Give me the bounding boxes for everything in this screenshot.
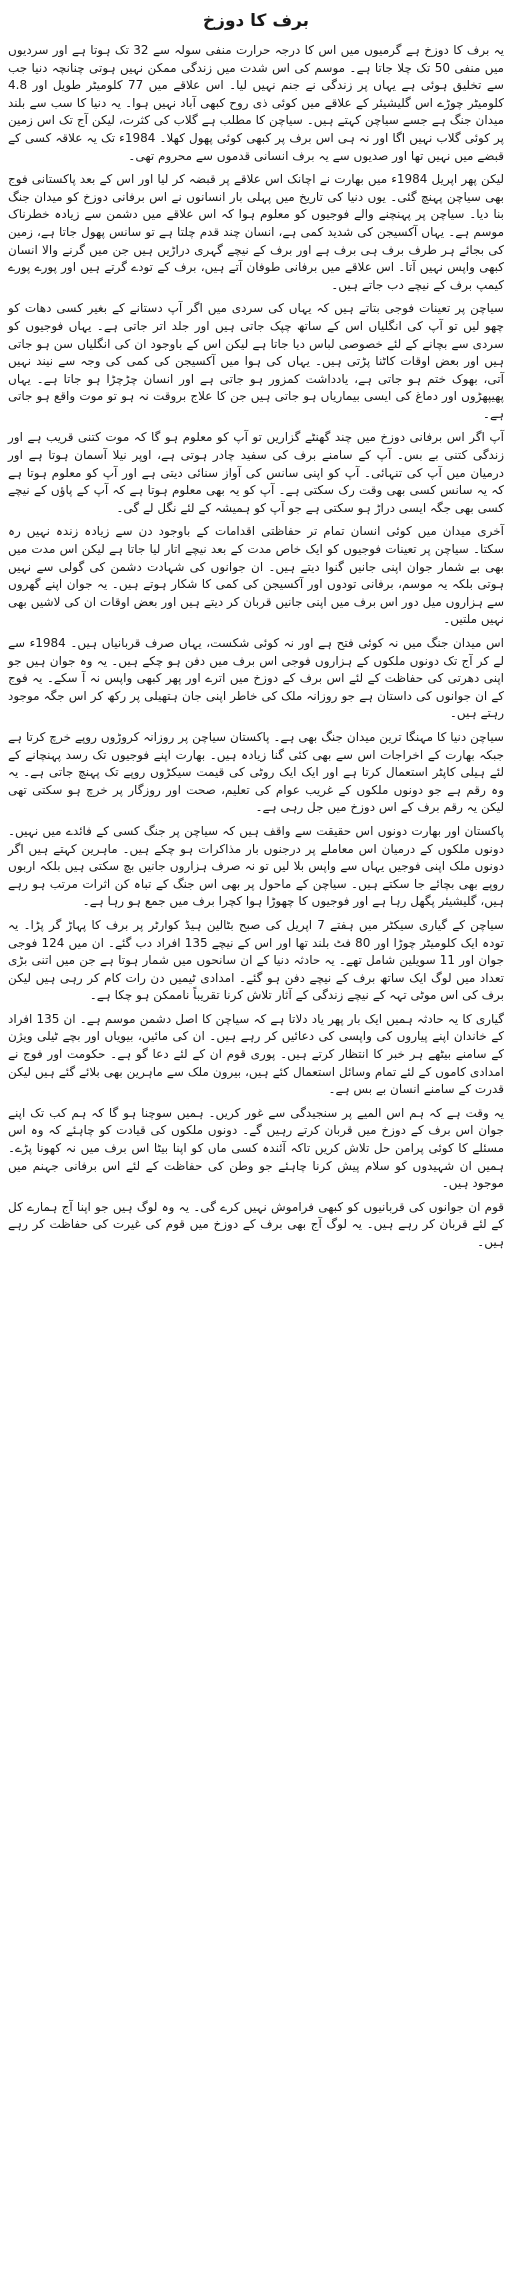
article-paragraph: اس میدان جنگ میں نہ کوئی فتح ہے اور نہ کوئی شکست، یہاں صرف قربانیاں ہیں۔ 1984ء سے لے کر آج تک دونوں ملکوں کے ہزاروں فوجی اس برف میں دفن ہو چکے ہیں۔ یہ وہ جوان ہیں جو اپنی دھرتی کی حفاظت کے لئے اس برف کے دوزخ میں اترے اور پھر کبھی واپس نہ آ سکے۔ یہ فوج کے ان جوانوں کی داستان ہے جو روزانہ ملک کی خاطر اپنی جان ہتھیلی پر رکھ کر اس جگہ موجود رہتے ہیں۔ (8, 636, 505, 721)
article-paragraph: آخری میدان میں کوئی انسان تمام تر حفاظتی اقدامات کے باوجود دن سے زیادہ زندہ نہیں رہ سکتا۔ سیاچن پر تعینات فوجیوں کو ایک خاص مدت کے بعد نیچے اتار لیا جاتا ہے لیکن اس مدت میں بھی بے شمار جوان اپنی جانیں گنوا دیتے ہیں۔ ان جوانوں کی شہادت دشمن کی گولی سے نہیں ہوتی بلکہ یہ موسم، برفانی تودوں اور آکسیجن کی کمی کا شکار ہوتے ہیں۔ یہ جوان اپنے گھروں سے ہزاروں میل دور اس برف میں اپنی جانیں قربان کر دیتے ہیں اور بعض اوقات ان کی لاشیں بھی نہیں ملتیں۔ (8, 524, 504, 627)
article-paragraph: آپ اگر اس برفانی دوزخ میں چند گھنٹے گزاریں تو آپ کو معلوم ہو گا کہ موت کتنی قریب ہے اور زندگی کتنی بے بس۔ آپ کے سامنے برف کی سفید چادر ہوتی ہے، اوپر نیلا آسمان ہوتا ہے اور درمیان میں آپ کی تنہائی۔ آپ کو اپنی سانس کی آواز سنائی دیتی ہے اور آپ کو معلوم ہوتا ہے کہ یہ سانس کسی بھی وقت رک سکتی ہے۔ آپ کو یہ بھی معلوم ہوتا ہے کہ آپ کے پاؤں کے نیچے کسی بھی جگہ ایسی دراڑ ہو سکتی ہے جو آپ کو ہمیشہ کے لئے نگل لے گی۔ (8, 430, 504, 515)
article-paragraph: لیکن پھر اپریل 1984ء میں بھارت نے اچانک اس علاقے پر قبضہ کر لیا اور اس کے بعد پاکستانی فوج بھی سیاچن پہنچ گئی۔ یوں دنیا کی تاریخ میں پہلی بار انسانوں نے اس برفانی دوزخ کو میدان جنگ بنا دیا۔ سیاچن پر پہنچنے والے فوجیوں کو معلوم ہوا کہ اس علاقے میں دشمن سے زیادہ خطرناک موسم ہے۔ یہاں آکسیجن کی شدید کمی ہے، انسان چند قدم چلتا ہے تو سانس پھول جاتا ہے، زمین کی بجائے ہر طرف برف ہی برف ہے اور برف کے نیچے گہری دراڑیں ہیں جن میں گرنے والا انسان کبھی واپس نہیں آتا۔ اس علاقے میں برفانی طوفان آتے ہیں، برف کے تودے گرتے ہیں اور پورے پورے کیمپ برف کے نیچے دب جاتے ہیں۔ (8, 172, 504, 292)
article-title: برف کا دوزخ (202, 11, 310, 31)
article-paragraph: یہ وقت ہے کہ ہم اس المیے پر سنجیدگی سے غور کریں۔ ہمیں سوچنا ہو گا کہ ہم کب تک اپنے جوان اس برف کے دوزخ میں قربان کرتے رہیں گے۔ دونوں ملکوں کی قیادت کو چاہئے کہ وہ اس مسئلے کا کوئی پرامن حل تلاش کریں تاکہ آئندہ کسی ماں کو اپنا بیٹا اس برف میں نہ کھونا پڑے۔ ہمیں ان شہیدوں کو سلام پیش کرنا چاہئے جو وطن کی حفاظت کے لئے اس برفانی جہنم میں موجود ہیں۔ (8, 1105, 504, 1191)
article-paragraph: پاکستان اور بھارت دونوں اس حقیقت سے واقف ہیں کہ سیاچن پر جنگ کسی کے فائدے میں نہیں۔ دونوں ملکوں کے درمیان اس معاملے پر درجنوں بار مذاکرات ہو چکے ہیں۔ ماہرین کہتے ہیں اگر دونوں ملک اپنی فوجیں یہاں سے واپس بلا لیں تو نہ صرف ہزاروں جانیں بچ سکتی ہیں بلکہ اربوں روپے بھی بچائے جا سکتے ہیں۔ سیاچن کے ماحول پر بھی اس جنگ کے تباہ کن اثرات مرتب ہو رہے ہیں، گلیشیئر پگھل رہا ہے اور فوجیوں کا چھوڑا ہوا کچرا برف میں جمع ہو رہا ہے۔ (8, 823, 504, 909)
article-body (8, 42, 504, 1252)
article-paragraph: گیاری کا یہ حادثہ ہمیں ایک بار پھر یاد دلاتا ہے کہ سیاچن کا اصل دشمن موسم ہے۔ ان 135 افراد کے خاندان اپنے پیاروں کی واپسی کی دعائیں کر رہے ہیں۔ ان کی مائیں، بیویاں اور بچے ٹیلی ویژن کے سامنے بیٹھے ہر خبر کا انتظار کرتے ہیں۔ پوری قوم ان کے لئے دعا گو ہے۔ حکومت اور فوج نے امدادی کاموں کے لئے تمام وسائل استعمال کئے ہیں، بیرون ملک سے ماہرین بھی بلائے گئے ہیں لیکن قدرت کے سامنے انسان بے بس ہے۔ (8, 1011, 505, 1097)
article-paragraph: سیاچن دنیا کا مہنگا ترین میدان جنگ بھی ہے۔ پاکستان سیاچن پر روزانہ کروڑوں روپے خرچ کرتا ہے جبکہ بھارت کے اخراجات اس سے بھی کئی گنا زیادہ ہیں۔ بھارت اپنے فوجیوں تک رسد پہنچانے کے لئے ہیلی کاپٹر استعمال کرتا ہے اور ایک ایک روٹی کی قیمت سیکڑوں روپے تک پہنچ جاتی ہے۔ یہ وہ رقم ہے جو دونوں ملکوں کے غریب عوام کی تعلیم، صحت اور روزگار پر خرچ ہو سکتی تھی لیکن یہ رقم برف کے اس دوزخ میں جل رہی ہے۔ (8, 729, 504, 815)
article-paragraph: یہ برف کا دوزخ ہے گرمیوں میں اس کا درجہ حرارت منفی سولہ سے 32 تک ہوتا ہے اور سردیوں میں منفی 50 تک چلا جاتا ہے۔ موسم کی اس شدت میں زندگی ممکن نہیں ہوتی چنانچہ دنیا جب سے تخلیق ہوئی ہے یہاں پر زندگی نے جنم نہیں لیا۔ اس علاقے میں 77 کلومیٹر طویل اور 4.8 کلومیٹر چوڑے اس گلیشیئر کے علاقے میں کوئی ذی روح کبھی آباد نہیں ہوا۔ یہ دنیا کا سب سے بلند میدان جنگ ہے جسے سیاچن کہتے ہیں۔ سیاچن کا مطلب ہے گلاب کی کثرت، لیکن آج تک اس زمین پر کوئی گلاب نہیں اگا اور نہ ہی اس برف پر کبھی کوئی پھول کھلا۔ 1984ء تک یہ علاقہ کسی کے قبضے میں نہیں تھا اور صدیوں سے یہ برف انسانی قدموں سے محروم تھی۔ (8, 43, 505, 163)
article-paragraph: قوم ان جوانوں کی قربانیوں کو کبھی فراموش نہیں کرے گی۔ یہ وہ لوگ ہیں جو اپنا آج ہمارے کل کے لئے قربان کر رہے ہیں۔ یہ لوگ آج بھی برف کے دوزخ میں قوم کی غیرت کی حفاظت کر رہے ہیں۔ (8, 1199, 504, 1249)
article-paragraph: سیاچن پر تعینات فوجی بتاتے ہیں کہ یہاں کی سردی میں اگر آپ دستانے کے بغیر کسی دھات کو چھو لیں تو آپ کی انگلیاں اس کے ساتھ چپک جاتی ہیں اور جلد اتر جاتی ہے۔ یہاں فوجیوں کو سردی سے بچانے کے لئے خصوصی لباس دیا جاتا ہے لیکن اس کے باوجود ان کی انگلیاں سن ہو جاتی ہیں اور بعض اوقات کاٹنا پڑتی ہیں۔ یہاں کی ہوا میں آکسیجن کی کمی کی وجہ سے نیند نہیں آتی، بھوک ختم ہو جاتی ہے، یادداشت کمزور ہو جاتی ہے اور انسان چڑچڑا ہو جاتا ہے۔ یہاں پھیپھڑوں اور دماغ کی ایسی بیماریاں ہو جاتی ہیں جن کا علاج بروقت نہ ہو تو موت واقع ہو جاتی ہے۔ (8, 301, 504, 421)
article-paragraph: سیاچن کے گیاری سیکٹر میں ہفتے 7 اپریل کی صبح بٹالین ہیڈ کوارٹر پر برف کا پہاڑ گر پڑا۔ یہ تودہ ایک کلومیٹر چوڑا اور 80 فٹ بلند تھا اور اس کے نیچے 135 افراد دب گئے۔ ان میں 124 فوجی جوان اور 11 سویلین شامل تھے۔ یہ حادثہ دنیا کے ان سانحوں میں شمار ہوتا ہے جن میں اتنی بڑی تعداد میں لوگ ایک ساتھ برف کے نیچے دفن ہو گئے۔ امدادی ٹیمیں دن رات کام کر رہی ہیں لیکن برف کی اس موٹی تہہ کے نیچے زندگی کے آثار تلاش کرنا تقریباً ناممکن ہو چکا ہے۔ (8, 917, 505, 1003)
